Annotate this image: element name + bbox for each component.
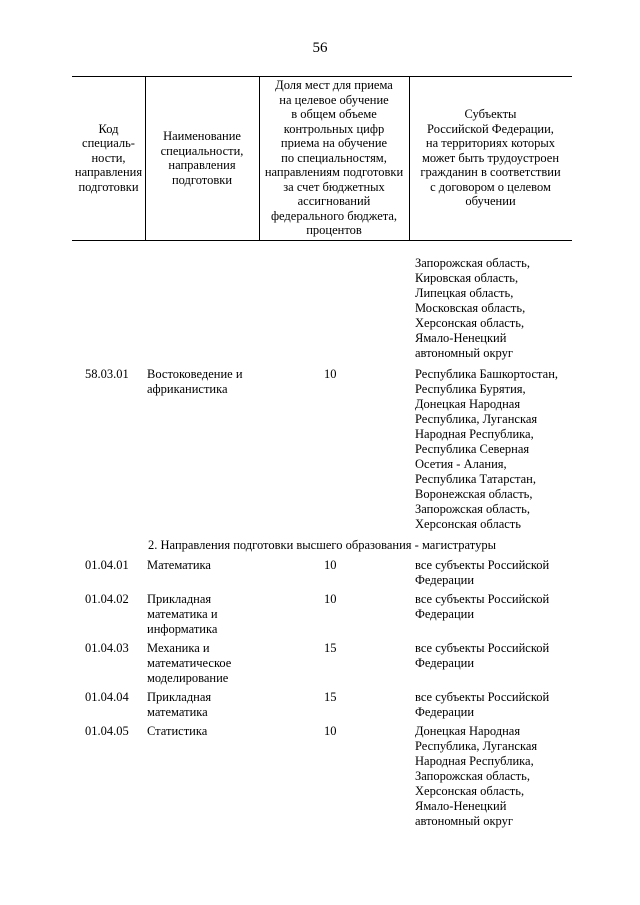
code-cell: 01.04.04 bbox=[85, 690, 129, 704]
name-cell: Прикладная математика и информатика bbox=[147, 592, 218, 636]
table-header-bottom-rule bbox=[72, 240, 572, 241]
code-cell: 58.03.01 bbox=[85, 367, 129, 381]
page-number: 56 bbox=[312, 40, 328, 56]
name-cell: Статистика bbox=[147, 724, 208, 738]
share-cell: 15 bbox=[324, 641, 337, 655]
header-name: Наименование специальности, направления подготовки bbox=[160, 129, 244, 187]
regions-cell: Запорожская область, Кировская область, Липецкая область, Московская область, Херсонская область, Ямало-Ненецкий автономный округ bbox=[415, 256, 530, 360]
share-cell: 10 bbox=[324, 367, 337, 381]
code-cell: 01.04.03 bbox=[85, 641, 129, 655]
regions-cell: все субъекты Российской Федерации bbox=[415, 690, 550, 719]
regions-cell: Донецкая Народная Республика, Луганская Народная Республика, Запорожская область, Херсонская область, Ямало-Ненецкий автономный округ bbox=[415, 724, 538, 828]
section-heading: 2. Направления подготовки высшего образования - магистратуры bbox=[148, 538, 496, 552]
regions-cell: все субъекты Российской Федерации bbox=[415, 558, 550, 587]
share-cell: 10 bbox=[324, 558, 337, 572]
code-cell: 01.04.05 bbox=[85, 724, 129, 738]
code-cell: 01.04.01 bbox=[85, 558, 129, 572]
regions-cell: все субъекты Российской Федерации bbox=[415, 641, 550, 670]
name-cell: Математика bbox=[147, 558, 211, 572]
regions-cell: Республика Башкортостан, Республика Бурятия, Донецкая Народная Республика, Луганская Народная Республика, Республика Северная Осетия - Алания, Республика Татарстан, Воронежская область, Запорожская область, Херсонская область bbox=[415, 367, 559, 531]
share-cell: 10 bbox=[324, 724, 337, 738]
header-share: Доля мест для приема на целевое обучение в общем объеме контрольных цифр приема на обучение по специальностям, направлениям подготовки за счет бюджетных ассигнований федерального бюджета, процентов bbox=[264, 78, 404, 238]
header-code: Код специаль- ности, направления подготовки bbox=[74, 121, 143, 194]
regions-cell: все субъекты Российской Федерации bbox=[415, 592, 550, 621]
header-regions: Субъекты Российской Федерации, на территориях которых может быть трудоустроен гражданин в соответствии с договором о целевом обучении bbox=[420, 107, 561, 209]
name-cell: Прикладная математика bbox=[147, 690, 212, 719]
share-cell: 10 bbox=[324, 592, 337, 606]
share-cell: 15 bbox=[324, 690, 337, 704]
name-cell: Востоковедение и африканистика bbox=[147, 367, 243, 396]
name-cell: Механика и математическое моделирование bbox=[147, 641, 232, 685]
code-cell: 01.04.02 bbox=[85, 592, 129, 606]
